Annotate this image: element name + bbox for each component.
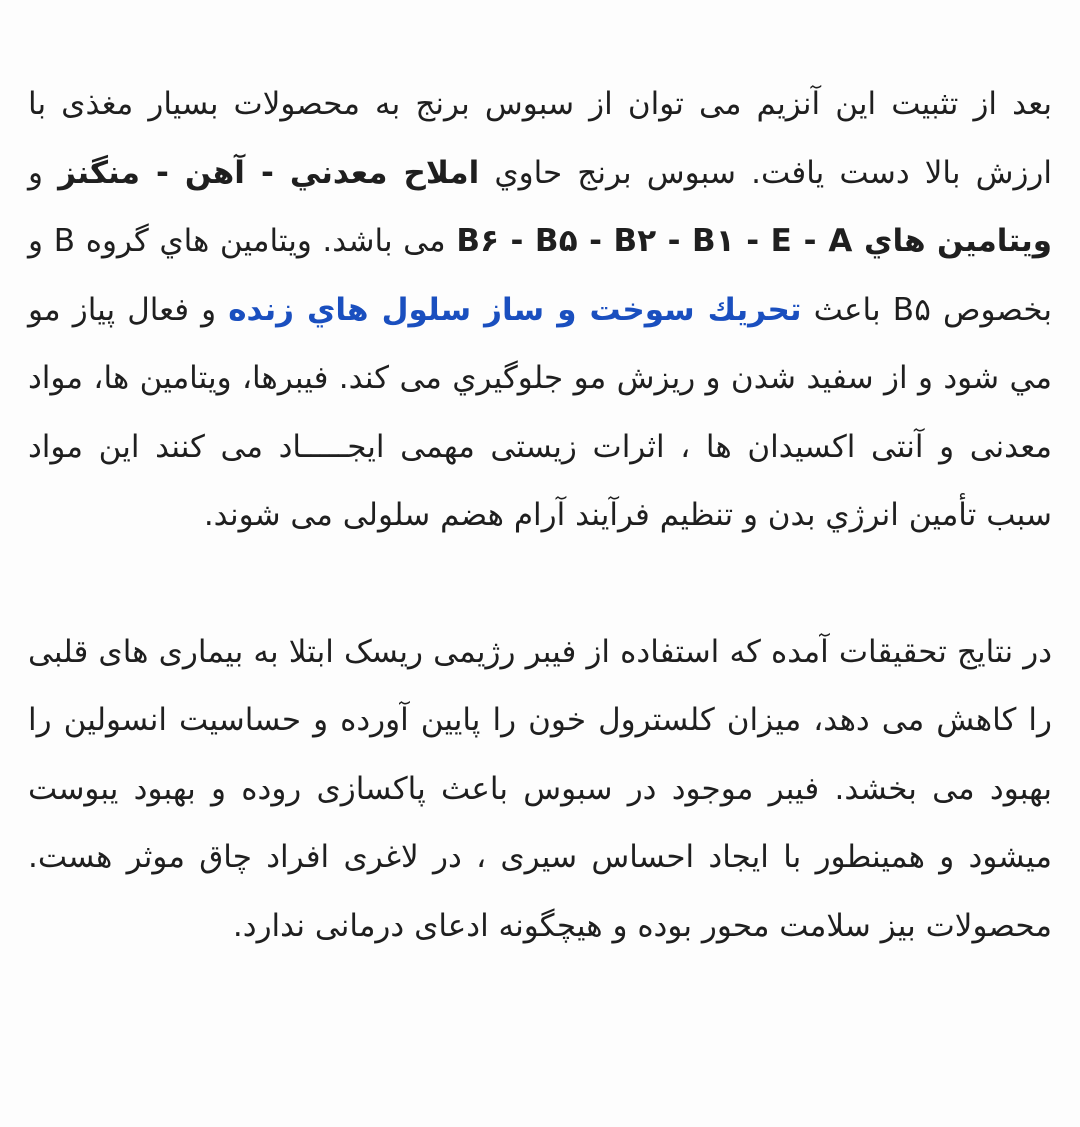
paragraph-spacer [28, 550, 1052, 618]
article-body [28, 70, 1052, 960]
paragraph-text: و فعال پياز مو مي شود و از سفيد شدن و ريزش مو جلوگيري می کند. فيبرها، ويتامين ها، مواد معدنی و آنتی اکسيدان ها ، اثرات زيستی مهمی ايجـــــاد می کنند اين مواد سبب تأمين انرژي بدن و تنظيم فرآيند آرام هضم سلولی می شوند. [28, 291, 1052, 533]
paragraph-text: می باشد. ويتامين هاي گروه B و بخصوص B۵ باعث [28, 223, 1053, 328]
metabolism-link[interactable]: تحريك سوخت و ساز سلول هاي زنده [228, 291, 802, 328]
paragraph-text: در نتايج تحقيقات آمده که استفاده از فيبر رژيمی ريسک ابتلا به بيماری های قلبی را کاهش می دهد، ميزان کلسترول خون را پايين آورده و حساسيت انسولين را بهبود می بخشد. فيبر موجود در سبوس باعث پاکسازی روده و بهبود يبوست ميشود و همينطور با ايجاد احساس سيری ، در لاغری افراد چاق موثر هست. محصولات بيز سلامت محور بوده و هيچگونه ادعای درمانی ندارد. [28, 633, 1052, 944]
paragraph-text: بعد از تثبيت اين آنزيم می توان از سبوس برنج به محصولات بسيار مغذی با ارزش بالا دست يافت. سبوس برنج حاوي [28, 86, 1052, 191]
paragraph-text: و [28, 154, 59, 191]
bold-vitamins: ويتامين هاي B۶ - B۵ - B۲ - B۱ - E - A [456, 223, 1053, 259]
bold-minerals: املاح معدني - آهن - منگنز [58, 154, 480, 191]
paragraph-rice-bran-nutrients [28, 70, 1052, 550]
paragraph-fiber-research [28, 618, 1052, 961]
